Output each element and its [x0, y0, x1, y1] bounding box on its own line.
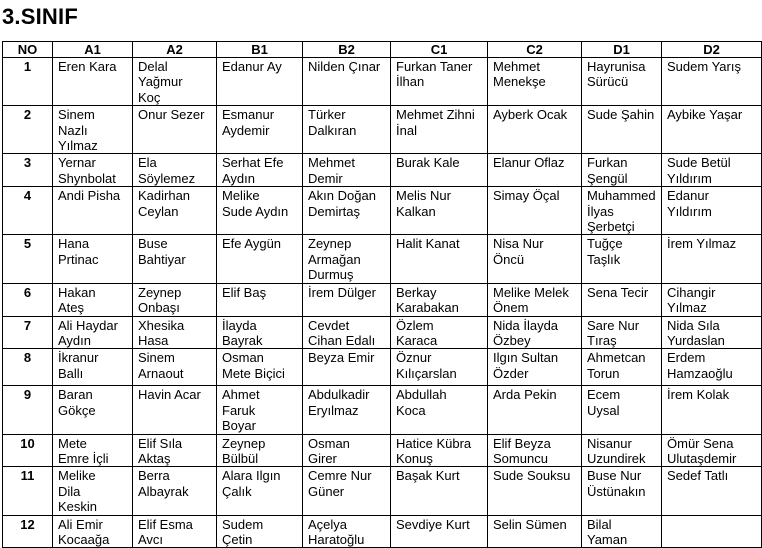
- student-name: Hatice Kübra Konuş: [396, 435, 472, 466]
- student-cell-b1: [217, 58, 303, 106]
- student-name: Berkay Karabakan: [396, 284, 459, 316]
- student-name: Cihangir Yılmaz: [667, 284, 716, 316]
- student-cell-b1: [217, 515, 303, 548]
- student-name: Sena Tecir: [587, 284, 649, 300]
- student-name: Elif Baş: [222, 284, 267, 300]
- student-name: Sude Souksu: [493, 468, 571, 484]
- table-row: [3, 316, 762, 349]
- row-number: 10: [3, 434, 53, 467]
- student-cell-d1: [582, 467, 662, 515]
- row-number: 4: [3, 187, 53, 235]
- student-name: Osman Girer: [308, 435, 350, 466]
- row-number: 5: [3, 235, 53, 283]
- student-name: Cemre Nur Güner: [308, 468, 372, 499]
- column-header-a2: A2: [133, 42, 217, 58]
- student-cell-a2: [133, 58, 217, 106]
- student-name: Sude Betül Yıldırım: [667, 155, 731, 186]
- student-name: Ali Emir Kocaağa: [58, 516, 110, 547]
- student-name: Sudem Yarış: [667, 59, 741, 74]
- student-name: Melike Sude Aydın: [222, 188, 289, 219]
- student-cell-c2: [488, 349, 582, 386]
- student-name: Sude Şahin: [587, 107, 655, 123]
- student-cell-a2: [133, 283, 217, 316]
- student-name: Selin Sümen: [493, 516, 567, 532]
- row-number: 3: [3, 154, 53, 187]
- student-name: Serhat Efe Aydın: [222, 155, 284, 186]
- student-name: Mehmet Demir: [308, 155, 355, 186]
- student-name: Nisa Nur Öncü: [493, 236, 544, 267]
- student-name: Muhammed İlyas Şerbetçi: [587, 188, 656, 235]
- student-name: Akın Doğan Demirtaş: [308, 188, 376, 219]
- row-number: 6: [3, 283, 53, 316]
- student-cell-b1: [217, 349, 303, 386]
- student-name: İrem Yılmaz: [667, 236, 737, 252]
- student-name: Hakan Ateş: [58, 284, 96, 316]
- student-name: Edanur Ay: [222, 59, 282, 74]
- row-number: 2: [3, 106, 53, 154]
- student-cell-d1: [582, 316, 662, 349]
- table-row: [3, 235, 762, 283]
- student-name: Elif Beyza Somuncu: [493, 435, 551, 466]
- student-cell-b2: [303, 235, 391, 283]
- student-cell-b1: [217, 235, 303, 283]
- student-cell-c1: [391, 106, 488, 154]
- student-cell-d1: [582, 283, 662, 316]
- student-cell-c2: [488, 154, 582, 187]
- student-cell-a2: [133, 316, 217, 349]
- student-name: Özlem Karaca: [396, 317, 438, 348]
- student-name: Bilal Yaman: [587, 516, 628, 547]
- student-cell-a2: [133, 349, 217, 386]
- student-cell-c2: [488, 235, 582, 283]
- student-cell-b2: [303, 283, 391, 316]
- student-cell-c2: [488, 515, 582, 548]
- student-cell-a1: [53, 316, 133, 349]
- student-cell-c2: [488, 106, 582, 154]
- student-name: Nilden Çınar: [308, 59, 381, 74]
- student-cell-c1: [391, 434, 488, 467]
- student-name: Baran Gökçe: [58, 387, 96, 418]
- student-name: Sedef Tatlı: [667, 468, 729, 484]
- student-cell-a2: [133, 187, 217, 235]
- student-name: Hana Prtinac: [58, 236, 99, 267]
- student-cell-a1: [53, 187, 133, 235]
- student-cell-d1: [582, 58, 662, 106]
- student-name: Havin Acar: [138, 387, 201, 403]
- student-cell-d2: [662, 316, 762, 349]
- student-cell-a1: [53, 283, 133, 316]
- student-name: Elif Esma Avcı: [138, 516, 193, 547]
- student-name: Abdullah Koca: [396, 387, 447, 418]
- student-cell-c1: [391, 283, 488, 316]
- student-cell-d2: [662, 187, 762, 235]
- student-name: Furkan Taner İlhan: [396, 59, 473, 90]
- student-name: Sare Nur Tıraş: [587, 317, 640, 348]
- student-cell-a1: [53, 515, 133, 548]
- student-cell-a2: [133, 235, 217, 283]
- student-cell-a2: [133, 467, 217, 515]
- row-number: 1: [3, 58, 53, 106]
- student-cell-a2: [133, 106, 217, 154]
- column-header-b1: B1: [217, 42, 303, 58]
- student-name: Başak Kurt: [396, 468, 460, 484]
- student-cell-c1: [391, 316, 488, 349]
- student-name: Yernar Shynbolat: [58, 155, 116, 186]
- student-cell-d2: [662, 235, 762, 283]
- student-cell-c2: [488, 386, 582, 434]
- column-header-d1: D1: [582, 42, 662, 58]
- student-name: Delal Yağmur Koç: [138, 59, 183, 105]
- student-name: Onur Sezer: [138, 107, 205, 123]
- student-name: Buse Bahtiyar: [138, 236, 186, 267]
- student-cell-a2: [133, 434, 217, 467]
- student-cell-d1: [582, 515, 662, 548]
- page-title: 3.SINIF: [2, 4, 78, 29]
- student-cell-b2: [303, 349, 391, 386]
- student-cell-a1: [53, 154, 133, 187]
- student-name: Simay Öçal: [493, 188, 560, 204]
- table-row: [3, 187, 762, 235]
- student-name: Mehmet Zihni İnal: [396, 107, 475, 138]
- student-name: Öznur Kılıçarslan: [396, 350, 457, 381]
- student-name: Sinem Arnaout: [138, 350, 184, 381]
- student-name: Beyza Emir: [308, 350, 375, 366]
- student-cell-d2: [662, 467, 762, 515]
- student-cell-a2: [133, 154, 217, 187]
- student-cell-b2: [303, 515, 391, 548]
- table-row: [3, 386, 762, 434]
- student-cell-d1: [582, 349, 662, 386]
- student-name: Efe Aygün: [222, 236, 282, 252]
- student-name: İlayda Bayrak: [222, 317, 263, 348]
- student-name: Nisanur Uzundirek: [587, 435, 646, 466]
- student-cell-b2: [303, 154, 391, 187]
- student-name: Halit Kanat: [396, 236, 460, 252]
- student-cell-a2: [133, 515, 217, 548]
- student-name: Andi Pisha: [58, 188, 121, 204]
- table-row: [3, 106, 762, 154]
- student-name: Sudem Çetin: [222, 516, 264, 547]
- student-name: Berra Albayrak: [138, 468, 189, 499]
- student-cell-d1: [582, 386, 662, 434]
- student-cell-b2: [303, 386, 391, 434]
- column-header-c2: C2: [488, 42, 582, 58]
- column-header-a1: A1: [53, 42, 133, 58]
- student-name: Mehmet Menekşe: [493, 59, 546, 90]
- student-name: Xhesika Hasa: [138, 317, 185, 348]
- student-name: Melis Nur Kalkan: [396, 188, 451, 219]
- student-cell-c1: [391, 187, 488, 235]
- row-number: 12: [3, 515, 53, 548]
- student-cell-c2: [488, 316, 582, 349]
- student-cell-c2: [488, 467, 582, 515]
- student-name: Ilgın Sultan Özder: [493, 350, 559, 381]
- student-cell-d1: [582, 154, 662, 187]
- student-cell-a1: [53, 349, 133, 386]
- student-name: Alara Ilgın Çalık: [222, 468, 281, 499]
- student-name: Esmanur Aydemir: [222, 107, 275, 138]
- column-header-c1: C1: [391, 42, 488, 58]
- student-cell-a2: [133, 386, 217, 434]
- student-name: Ahmet Faruk Boyar: [222, 387, 260, 434]
- student-cell-b2: [303, 467, 391, 515]
- student-name: Edanur Yıldırım: [667, 188, 712, 219]
- student-name: Nida İlayda Özbey: [493, 317, 559, 348]
- student-name: Ayberk Ocak: [493, 107, 568, 123]
- table-row: [3, 154, 762, 187]
- student-cell-a1: [53, 434, 133, 467]
- student-cell-c1: [391, 349, 488, 386]
- student-name: Erdem Hamzaoğlu: [667, 350, 733, 381]
- student-name: Zeynep Onbaşı: [138, 284, 182, 316]
- student-name: İrem Dülger: [308, 284, 376, 300]
- student-name: Ömür Sena Ulutaşdemir: [667, 435, 737, 466]
- student-name: Zeynep Bülbül: [222, 435, 266, 466]
- student-name: Ela Söylemez: [138, 155, 196, 186]
- student-name: Buse Nur Üstünakın: [587, 468, 646, 499]
- student-cell-b1: [217, 467, 303, 515]
- student-name: Tuğçe Taşlık: [587, 236, 623, 267]
- student-cell-b2: [303, 106, 391, 154]
- student-name: Ahmetcan Torun: [587, 350, 646, 381]
- student-cell-b1: [217, 106, 303, 154]
- student-cell-c2: [488, 283, 582, 316]
- student-cell-d2: [662, 58, 762, 106]
- table-row: [3, 434, 762, 467]
- table-row: [3, 349, 762, 386]
- student-cell-b2: [303, 434, 391, 467]
- student-name: İrem Kolak: [667, 387, 730, 403]
- student-name: Sinem Nazlı Yılmaz: [58, 107, 98, 154]
- student-cell-d2: [662, 434, 762, 467]
- student-cell-d2: [662, 349, 762, 386]
- student-name: Hayrunisa Sürücü: [587, 59, 646, 90]
- student-cell-a1: [53, 467, 133, 515]
- student-name: Burak Kale: [396, 155, 460, 171]
- student-name: Ecem Uysal: [587, 387, 621, 418]
- row-number: 8: [3, 349, 53, 386]
- class-table: [2, 41, 762, 548]
- student-cell-b2: [303, 187, 391, 235]
- student-cell-b1: [217, 386, 303, 434]
- student-name: Aybike Yaşar: [667, 107, 743, 123]
- student-cell-d1: [582, 434, 662, 467]
- student-cell-b2: [303, 316, 391, 349]
- row-number: 9: [3, 386, 53, 434]
- student-cell-b1: [217, 283, 303, 316]
- student-cell-d1: [582, 106, 662, 154]
- row-number: 7: [3, 316, 53, 349]
- student-name: Türker Dalkıran: [308, 107, 357, 138]
- row-number: 11: [3, 467, 53, 515]
- student-name: Nida Sıla Yurdaslan: [667, 317, 725, 348]
- student-name: Cevdet Cihan Edalı: [308, 317, 376, 348]
- student-cell-a1: [53, 106, 133, 154]
- student-cell-a1: [53, 58, 133, 106]
- student-name: Ali Haydar Aydın: [58, 317, 118, 348]
- student-cell-d2: [662, 154, 762, 187]
- student-cell-d2: [662, 386, 762, 434]
- table-row: [3, 58, 762, 106]
- student-name: Kadirhan Ceylan: [138, 188, 191, 219]
- student-cell-a1: [53, 386, 133, 434]
- column-header-d2: D2: [662, 42, 762, 58]
- student-cell-c1: [391, 386, 488, 434]
- student-name: İkranur Ballı: [58, 350, 99, 381]
- student-name: Furkan Şengül: [587, 155, 628, 186]
- table-row: [3, 515, 762, 548]
- student-name: Arda Pekin: [493, 387, 557, 403]
- student-name: Sevdiye Kurt: [396, 516, 470, 532]
- student-cell-b1: [217, 316, 303, 349]
- student-cell-b2: [303, 58, 391, 106]
- student-name: Melike Melek Önem: [493, 284, 569, 316]
- student-name: Elif Sıla Aktaş: [138, 435, 183, 466]
- student-name: Elanur Oflaz: [493, 155, 565, 171]
- student-name: Abdulkadir Eryılmaz: [308, 387, 370, 418]
- column-header-no: NO: [3, 42, 53, 58]
- student-name: Açelya Haratoğlu: [308, 516, 365, 547]
- student-cell-c2: [488, 187, 582, 235]
- student-cell-c1: [391, 235, 488, 283]
- student-cell-d2: [662, 515, 762, 548]
- student-cell-d2: [662, 106, 762, 154]
- student-cell-d1: [582, 235, 662, 283]
- student-name: Zeynep Armağan Durmuş: [308, 236, 361, 283]
- student-cell-b1: [217, 154, 303, 187]
- student-cell-d2: [662, 283, 762, 316]
- student-cell-c1: [391, 467, 488, 515]
- student-cell-c1: [391, 515, 488, 548]
- student-cell-a1: [53, 235, 133, 283]
- table-row: [3, 283, 762, 316]
- student-name: Eren Kara: [58, 59, 117, 74]
- column-header-b2: B2: [303, 42, 391, 58]
- student-name: Melike Dila Keskin: [58, 468, 98, 515]
- student-name: Osman Mete Biçici: [222, 350, 285, 381]
- student-cell-c2: [488, 58, 582, 106]
- student-cell-c1: [391, 154, 488, 187]
- student-cell-c2: [488, 434, 582, 467]
- table-row: [3, 467, 762, 515]
- student-cell-c1: [391, 58, 488, 106]
- student-cell-b1: [217, 434, 303, 467]
- student-cell-d1: [582, 187, 662, 235]
- student-cell-b1: [217, 187, 303, 235]
- student-name: Mete Emre İçli: [58, 435, 109, 466]
- header-row: [3, 42, 762, 58]
